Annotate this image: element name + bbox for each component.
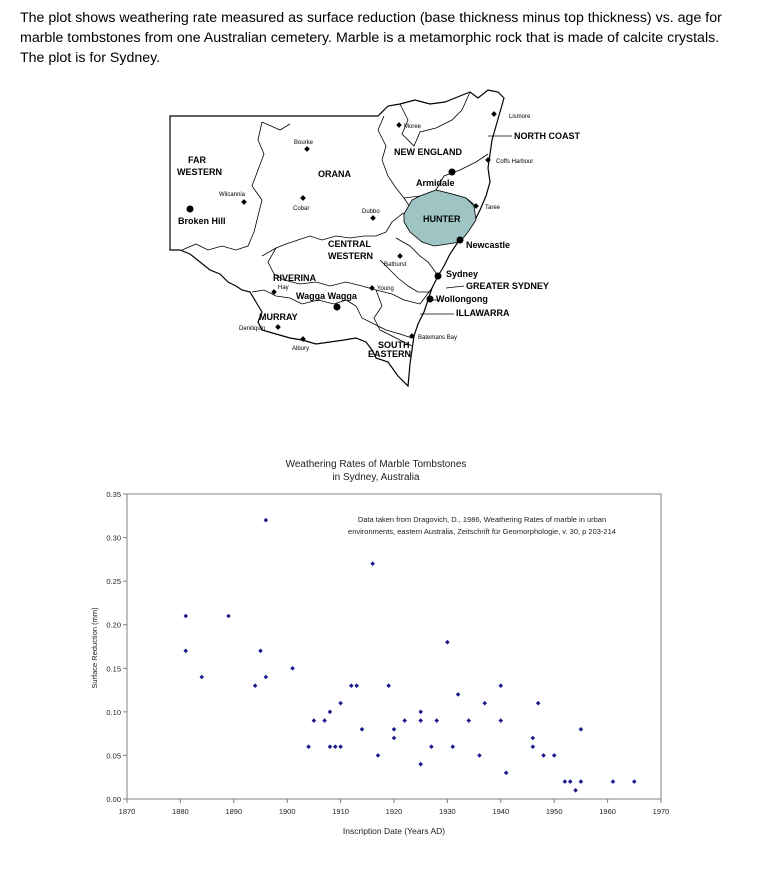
data-point — [531, 736, 536, 741]
region-label-far-western: FAR — [188, 155, 206, 165]
city-label-wollongong: Wollongong — [436, 294, 488, 304]
region-label-central-western: WESTERN — [328, 251, 373, 261]
region-label-hunter: HUNTER — [423, 214, 461, 224]
town-label-taree: Taree — [485, 205, 501, 211]
data-point — [477, 753, 482, 758]
city-label-broken-hill: Broken Hill — [178, 216, 226, 226]
data-point — [499, 718, 504, 723]
x-axis — [119, 799, 670, 816]
data-point — [392, 727, 397, 732]
region-label-greater-sydney: GREATER SYDNEY — [466, 281, 549, 291]
data-point — [579, 727, 584, 732]
data-point — [290, 666, 295, 671]
data-point — [552, 753, 557, 758]
region-label-south-eastern: SOUTH — [378, 340, 410, 350]
x-axis-label: Inscription Date (Years AD) — [342, 826, 446, 836]
y-tick-label: 0.05 — [106, 751, 121, 761]
data-point — [328, 744, 333, 749]
region-label-illawarra: ILLAWARRA — [456, 308, 510, 318]
x-tick-label: 1950 — [545, 807, 563, 816]
plot-area — [127, 494, 661, 799]
chart-title-line1: Weathering Rates of Marble Tombstones — [285, 459, 467, 470]
town-label-bathurst: Bathurst — [384, 262, 407, 268]
town-label-hay: Hay — [278, 285, 289, 291]
data-point — [183, 649, 188, 654]
data-point — [312, 718, 317, 723]
data-point — [338, 701, 343, 706]
data-point — [253, 683, 258, 688]
data-point — [306, 744, 311, 749]
data-point — [445, 640, 450, 645]
data-point — [531, 744, 536, 749]
town-label-coffs-harbour: Coffs Harbour — [496, 159, 534, 165]
data-point — [418, 718, 423, 723]
y-tick-label: 0.25 — [106, 577, 121, 587]
x-tick-label: 1890 — [225, 807, 243, 816]
y-tick-label: 0.20 — [106, 620, 121, 630]
data-point — [328, 710, 333, 715]
x-tick-label: 1960 — [599, 807, 616, 816]
data-point — [183, 614, 188, 619]
city-label-newcastle: Newcastle — [466, 240, 511, 250]
y-axis-label: Surface Reduction (mm) — [90, 607, 99, 689]
town-label-albury: Albury — [292, 346, 310, 352]
chart-title-line2: in Sydney, Australia — [332, 472, 420, 483]
data-point — [360, 727, 365, 732]
data-point — [504, 771, 509, 776]
y-tick-label: 0.30 — [106, 533, 121, 543]
town-label-batemans-bay: Batemans Bay — [418, 335, 458, 341]
x-tick-label: 1870 — [118, 807, 136, 816]
data-point — [338, 744, 343, 749]
x-tick-label: 1880 — [172, 807, 189, 816]
data-point — [402, 718, 407, 723]
y-axis — [106, 490, 127, 804]
x-tick-label: 1970 — [652, 807, 670, 816]
x-tick-label: 1940 — [492, 807, 510, 816]
data-point — [568, 779, 573, 784]
data-point — [563, 779, 568, 784]
y-tick-label: 0.15 — [106, 664, 121, 674]
data-point — [456, 692, 461, 697]
data-point — [429, 744, 434, 749]
data-point — [354, 683, 359, 688]
data-point — [264, 518, 269, 523]
town-label-cobar: Cobar — [293, 206, 310, 212]
region-label-far-western: WESTERN — [177, 167, 222, 177]
region-label-central-western: CENTRAL — [328, 239, 371, 249]
region-label-orana: ORANA — [318, 169, 351, 179]
data-point — [482, 701, 487, 706]
data-point — [376, 753, 381, 758]
town-label-bourke: Bourke — [294, 140, 314, 146]
x-tick-label: 1930 — [439, 807, 456, 816]
data-point — [541, 753, 546, 758]
city-label-wagga-wagga: Wagga Wagga — [296, 291, 357, 301]
data-point — [264, 675, 269, 680]
city-label-armidale: Armidale — [416, 178, 455, 188]
y-tick-label: 0.00 — [106, 795, 121, 804]
data-source-annotation: Data taken from Dragovich, D., 1986, Weathering Rates of marble in urban — [357, 515, 607, 524]
data-point — [536, 701, 541, 706]
region-label-south-eastern: EASTERN — [368, 349, 412, 359]
data-point — [386, 683, 391, 688]
data-point — [611, 779, 616, 784]
data-point — [499, 683, 504, 688]
y-tick-label: 0.10 — [106, 707, 121, 717]
data-point — [226, 614, 231, 619]
region-label-north-coast: NORTH COAST — [514, 131, 580, 141]
data-point — [418, 762, 423, 767]
data-point — [466, 718, 471, 723]
data-point — [418, 710, 423, 715]
data-point — [434, 718, 439, 723]
town-label-lismore: Lismore — [509, 114, 531, 120]
data-point — [333, 744, 338, 749]
x-tick-label: 1910 — [332, 807, 349, 816]
data-point — [258, 649, 263, 654]
data-points — [183, 518, 636, 793]
region-label-riverina: RIVERINA — [273, 273, 317, 283]
data-point — [392, 736, 397, 741]
town-label-wilcannia: Wilcannia — [219, 192, 246, 198]
x-tick-label: 1920 — [385, 807, 403, 816]
town-label-dubbo: Dubbo — [362, 209, 380, 215]
data-point — [199, 675, 204, 680]
intro-text: The plot shows weathering rate measured as surface reduction (base thickness minus top thickness) vs. age for marble tombstones from one Australian cemetery. Marble is a metamorphic rock that is made of calcite crystals. The plot is for Sydney. — [20, 10, 722, 66]
data-point — [322, 718, 327, 723]
town-label-deniliquin: Deniliquin — [239, 326, 266, 332]
region-label-murray: MURRAY — [259, 312, 298, 322]
data-point — [573, 788, 578, 793]
region-label-new-england: NEW ENGLAND — [394, 147, 462, 157]
data-point — [579, 779, 584, 784]
data-point — [370, 561, 375, 566]
town-label-moree: Moree — [404, 124, 422, 130]
town-label-young: Young — [377, 286, 394, 292]
y-tick-label: 0.35 — [106, 490, 121, 499]
data-point — [450, 744, 455, 749]
x-tick-label: 1900 — [278, 807, 296, 816]
data-source-annotation: environments, eastern Australia, Zeitschrift für Geomorphologie, v. 30, p 203-214 — [348, 527, 616, 536]
data-point — [349, 683, 354, 688]
city-label-sydney: Sydney — [446, 269, 479, 279]
data-point — [632, 779, 637, 784]
